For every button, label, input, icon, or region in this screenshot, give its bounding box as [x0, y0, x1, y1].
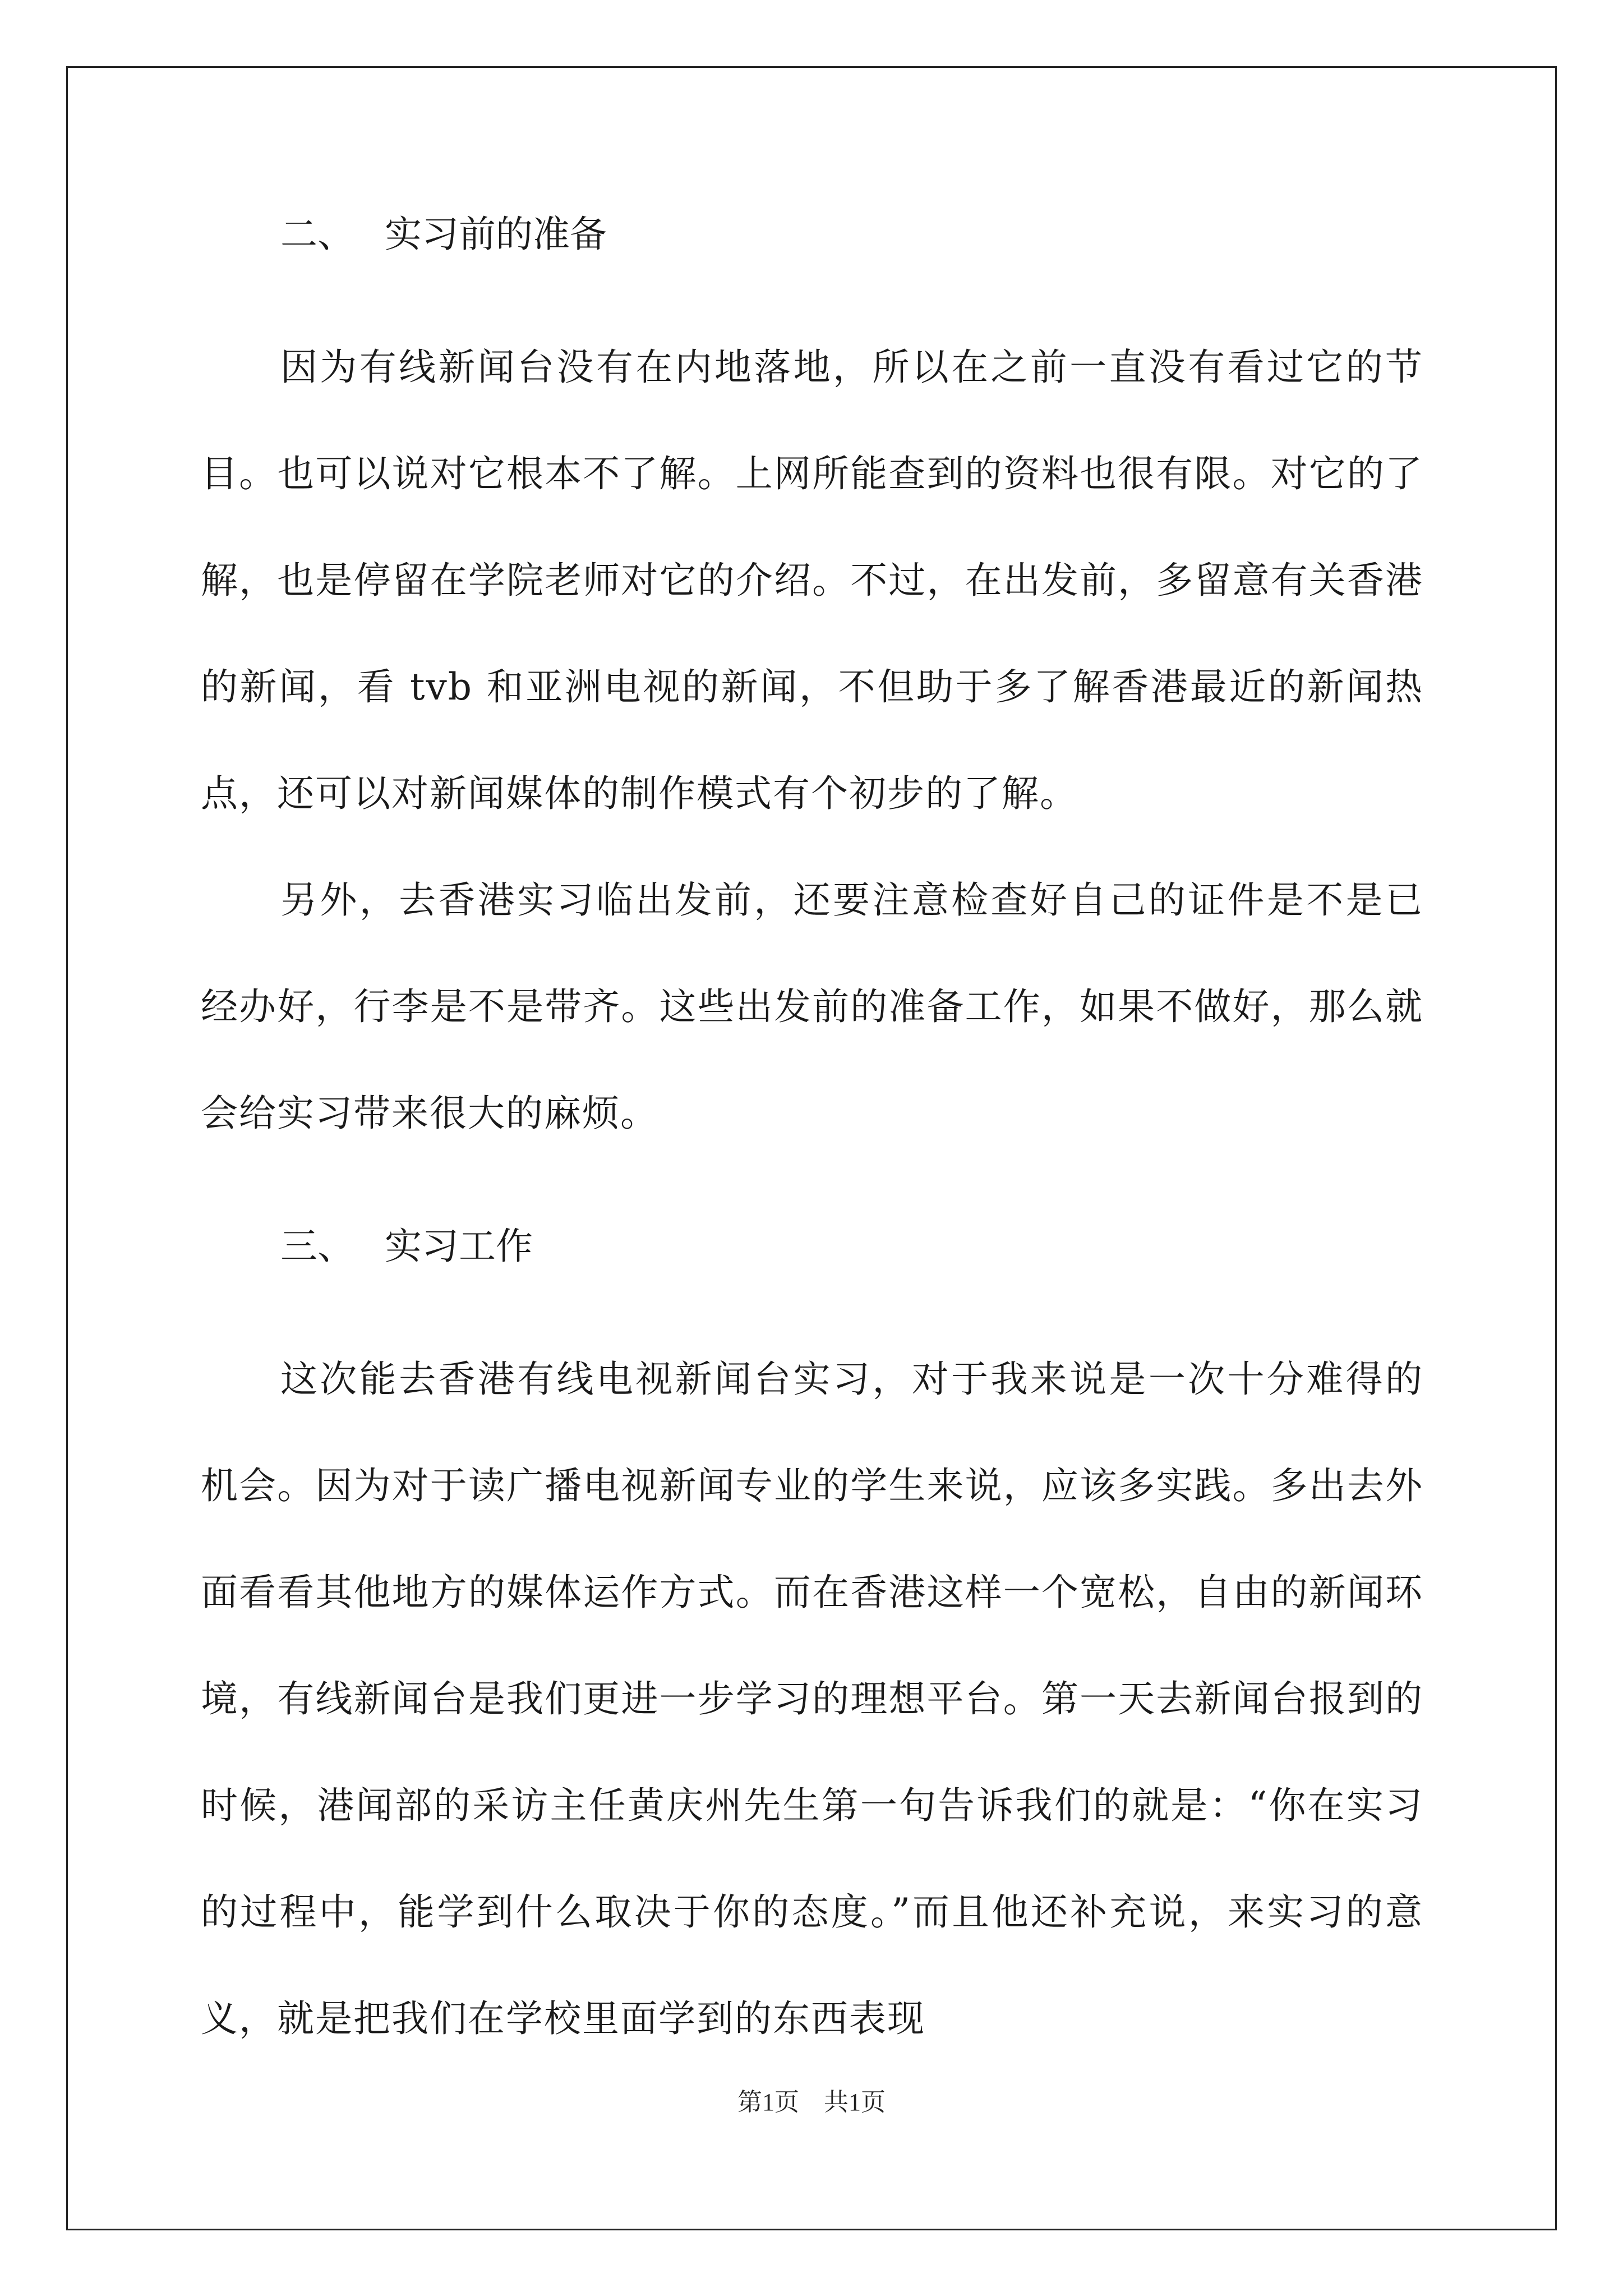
section-number: 三、 — [280, 1225, 354, 1268]
section-title: 实习前的准备 — [385, 213, 607, 256]
section-heading-preparation — [201, 208, 1423, 261]
paragraph-work-1: 这次能去香港有线电视新闻台实习，对于我来说是一次十分难得的机会。因为对于读广播电视新闻专业的学生来说，应该多实践。多出去外面看看其他地方的媒体运作方式。而在香港这样一个宽松，自由的新闻环境，有线新闻台是我们更进一步学习的理想平台。第一天去新闻台报到的时候，港闻部的采访主任黄庆州先生第一句告诉我们的就是：“你在实习的过程中，能学到什么取决于你的态度。”而且他还补充说，来实习的意义，就是把我们在学校里面学到的东西表现 — [201, 1358, 1423, 2040]
page-footer: 第1页 共1页 — [737, 2088, 886, 2116]
paragraph-preparation-1: 因为有线新闻台没有在内地落地，所以在之前一直没有看过它的节目。也可以说对它根本不了解。上网所能查到的资料也很有限。对它的了解，也是停留在学院老师对它的介绍。不过，在出发前，多留意有关香港的新闻，看 tvb 和亚洲电视的新闻，不但助于多了解香港最近的新闻热点，还可以对新闻媒体的制作模式有个初步的了解。 — [201, 346, 1423, 815]
section-heading-work — [201, 1220, 1423, 1273]
document-body — [201, 208, 1423, 2072]
section-title: 实习工作 — [385, 1225, 533, 1268]
paragraph-preparation-2: 另外，去香港实习临出发前，还要注意检查好自己的证件是不是已经办好，行李是不是带齐。这些出发前的准备工作，如果不做好，那么就会给实习带来很大的麻烦。 — [201, 878, 1423, 1135]
section-number: 二、 — [280, 213, 354, 256]
